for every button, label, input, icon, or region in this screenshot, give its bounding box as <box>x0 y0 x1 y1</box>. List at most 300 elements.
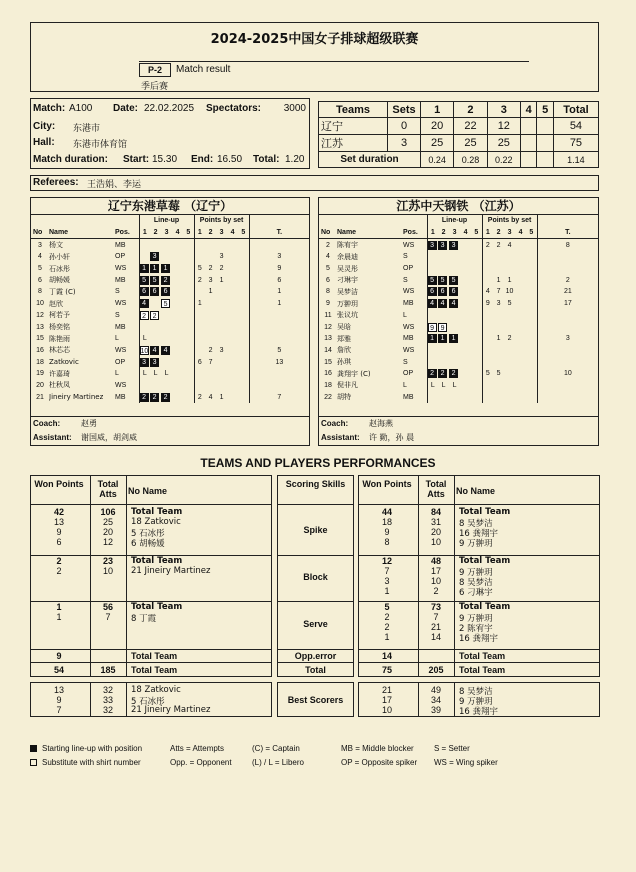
player-name: 杜秋凤 <box>49 381 70 390</box>
lineup-start-marker: 4 <box>428 299 437 308</box>
player-name: 9 万翀玥 <box>459 539 493 549</box>
player-name: Total Team <box>459 507 511 517</box>
legend-atts: Atts = Attempts <box>170 744 225 753</box>
team-b-set3: 25 <box>487 135 520 152</box>
points-cell: 1 <box>194 298 205 310</box>
col-total: T. <box>537 227 598 239</box>
total-atts: 84 <box>430 507 441 517</box>
sets-col-3: 3 <box>487 102 520 118</box>
right-name-header: No Name <box>456 486 496 496</box>
points-cell: 3 <box>219 253 224 261</box>
player-no: 16 <box>36 346 44 354</box>
lineup-start-marker: 1 <box>150 264 159 273</box>
legend-setter: S = Setter <box>434 744 470 753</box>
player-pos: WS <box>403 346 415 354</box>
left-atts-header: Total Atts <box>97 479 119 499</box>
player-total: 21 <box>537 286 598 298</box>
team-b-short: 江苏 <box>319 135 388 152</box>
points-cell: 6 <box>194 356 205 368</box>
player-no: 6 <box>326 276 330 284</box>
won-points: 42 <box>53 507 64 517</box>
player-name: 8 丁霞 <box>131 614 157 624</box>
points-set-col: 1 <box>194 227 205 239</box>
won-points: 8 <box>384 537 390 547</box>
sets-col-sets: Sets <box>388 102 421 118</box>
left-opp-error-name: Total Team <box>131 651 178 661</box>
points-cell: 2 <box>507 335 512 343</box>
player-no: 5 <box>326 265 330 273</box>
total-atts: 56 <box>102 602 113 612</box>
col-no: No <box>33 229 43 237</box>
lineup-start-marker: 4 <box>438 299 447 308</box>
best-mid-box <box>277 682 354 717</box>
player-name: Total Team <box>459 602 511 612</box>
lineup-libero-marker: L <box>441 381 446 389</box>
player-no: 11 <box>324 311 332 319</box>
player-no: 3 <box>38 241 42 249</box>
team-a-assistant: 谢国威，胡剑威 <box>81 433 137 442</box>
legend-mb: MB = Middle blocker <box>341 744 414 753</box>
player-pos: MB <box>403 300 414 308</box>
won-points: 1 <box>56 612 62 622</box>
lineup-set-col: 4 <box>463 229 468 237</box>
skill-opp-error: Opp.error <box>294 651 337 661</box>
player-no: 5 <box>38 265 42 273</box>
team-a-set3: 12 <box>487 118 520 135</box>
team-b-set2: 25 <box>454 135 487 152</box>
player-total: 13 <box>249 356 309 368</box>
best-won-points: 21 <box>381 685 392 695</box>
player-name: Jineiry Martinez <box>49 393 104 402</box>
points-cell: 5 <box>194 263 205 275</box>
player-name: 孙琪 <box>337 358 351 367</box>
team-a-name: 辽宁东港草莓 （辽宁） <box>31 198 309 215</box>
lineup-start-marker: 3 <box>140 358 149 367</box>
sets-col-total: Total <box>553 102 598 118</box>
total-duration-value: 1.20 <box>285 154 305 165</box>
won-points: 2 <box>56 566 62 576</box>
player-pos: MB <box>115 241 126 249</box>
lineup-start-marker: 4 <box>449 299 458 308</box>
form-code: P-2 <box>139 63 171 77</box>
points-set-col: 2 <box>208 229 213 237</box>
player-pos: MB <box>115 393 126 401</box>
lineup-set-col: 1 <box>139 227 150 239</box>
total-atts: 14 <box>430 632 441 642</box>
total-atts: 12 <box>102 537 113 547</box>
hall-value: 东港市体育馆 <box>73 140 128 150</box>
player-name: 16 龚翔宇 <box>459 634 499 644</box>
form-name: Match result <box>176 64 231 75</box>
total-atts: 23 <box>102 556 113 566</box>
player-name: 9 万翀玥 <box>459 568 493 578</box>
player-no: 4 <box>326 253 330 261</box>
points-cell: 2 <box>219 265 224 273</box>
total-atts: 10 <box>430 576 441 586</box>
won-points: 6 <box>56 537 62 547</box>
player-no: 2 <box>326 241 330 249</box>
best-total-atts: 34 <box>430 695 441 705</box>
total-atts: 25 <box>102 517 113 527</box>
points-cell: 2 <box>482 239 493 251</box>
player-name: 陈宥宇 <box>337 241 358 250</box>
set2-duration: 0.28 <box>454 152 487 168</box>
won-points: 3 <box>384 576 390 586</box>
start-value: 15.30 <box>152 154 178 165</box>
player-no: 13 <box>324 335 332 343</box>
player-name: 21 Jineiry Martinez <box>131 566 211 576</box>
player-name: 8 吴梦洁 <box>459 519 493 529</box>
lineup-sub-marker: 9 <box>428 323 437 332</box>
won-points: 1 <box>384 586 390 596</box>
lineup-header: Line-up <box>427 215 482 227</box>
lineup-start-marker: 3 <box>438 241 447 250</box>
lineup-start-marker: 1 <box>140 264 149 273</box>
player-total: 10 <box>537 368 598 380</box>
lineup-libero-marker: L <box>452 381 457 389</box>
player-no: 19 <box>36 370 44 378</box>
best-player-name: 8 吴梦洁 <box>459 687 493 697</box>
col-name: Name <box>49 229 69 237</box>
player-name: 吴晗 <box>337 323 351 332</box>
col-name: Name <box>337 229 357 237</box>
lineup-start-marker: 5 <box>150 276 159 285</box>
player-name: 杨文 <box>49 241 63 250</box>
best-player-name: 21 Jineiry Martinez <box>131 705 211 715</box>
sets-col-4: 4 <box>520 102 536 118</box>
total-atts: 10 <box>102 566 113 576</box>
player-pos: S <box>115 311 120 319</box>
legend-opp: Opp. = Opponent <box>170 758 232 767</box>
player-pos: OP <box>403 370 414 378</box>
lineup-start-marker: 2 <box>428 369 437 378</box>
player-no: 4 <box>38 253 42 261</box>
best-player-name: 16 龚翔宇 <box>459 707 499 717</box>
best-won-points: 17 <box>381 695 392 705</box>
points-cell: 7 <box>208 358 213 366</box>
end-value: 16.50 <box>217 154 243 165</box>
team-a-coach-label: Coach: <box>33 419 61 428</box>
player-total: 7 <box>249 391 309 403</box>
won-points: 13 <box>53 517 64 527</box>
lineup-sub-marker: 5 <box>161 299 170 308</box>
player-name: 孙小轩 <box>49 252 70 261</box>
player-pos: WS <box>115 346 127 354</box>
col-total: T. <box>249 227 309 239</box>
total-atts: 7 <box>433 612 439 622</box>
player-name: 张议坑 <box>337 311 358 320</box>
points-cell: 1 <box>496 276 501 284</box>
player-name: 16 龚翔宇 <box>459 529 499 539</box>
points-cell: 10 <box>505 288 514 296</box>
lineup-start-marker: 1 <box>161 264 170 273</box>
best-won-points: 9 <box>56 695 62 705</box>
player-name: 18 Zatkovic <box>131 517 181 527</box>
lineup-start-marker: 2 <box>161 276 170 285</box>
team-a-sets: 0 <box>388 118 421 135</box>
points-set-col: 3 <box>219 229 224 237</box>
points-header: Points by set <box>482 215 537 227</box>
player-pos: MB <box>403 393 414 401</box>
skill-total: Total <box>305 665 326 675</box>
lineup-start-marker: 2 <box>449 369 458 378</box>
points-cell: 1 <box>507 276 512 284</box>
legend-op: OP = Opposite spiker <box>341 758 418 767</box>
best-total-atts: 49 <box>430 685 441 695</box>
lineup-start-marker: 1 <box>449 334 458 343</box>
referees-label: Referees: <box>33 177 79 188</box>
total-atts: 31 <box>430 517 441 527</box>
date-value: 22.02.2025 <box>144 103 195 114</box>
player-no: 8 <box>38 288 42 296</box>
best-total-atts: 33 <box>102 695 113 705</box>
player-name: 林芯芯 <box>49 346 70 355</box>
team-b-set1: 25 <box>421 135 454 152</box>
skill-serve: Serve <box>303 619 328 629</box>
player-name: 柯若予 <box>49 311 70 320</box>
total-atts: 20 <box>430 527 441 537</box>
duration-total: 1.14 <box>553 152 598 168</box>
player-pos: MB <box>403 335 414 343</box>
spectators-label: Spectators: <box>206 103 262 114</box>
player-name: 吴梦洁 <box>337 287 358 296</box>
player-name: 9 万翀玥 <box>459 614 493 624</box>
team-a-total: 54 <box>553 118 598 135</box>
points-cell: 2 <box>208 346 213 354</box>
team-b-coach-label: Coach: <box>321 419 349 428</box>
player-no: 8 <box>326 288 330 296</box>
player-no: 10 <box>36 300 44 308</box>
points-set-col: 4 <box>230 229 235 237</box>
lineup-start-marker: 2 <box>161 393 170 402</box>
player-no: 15 <box>36 335 44 343</box>
team-b-name: 江苏中天钢铁 （江苏） <box>319 198 598 215</box>
player-name: Zatkovic <box>49 358 79 367</box>
points-cell: 5 <box>507 300 512 308</box>
best-total-atts: 39 <box>430 705 441 715</box>
player-pos: S <box>403 276 408 284</box>
player-pos: L <box>115 335 119 343</box>
lineup-start-marker: 6 <box>161 287 170 296</box>
total-atts: 48 <box>430 556 441 566</box>
player-total: 3 <box>537 333 598 345</box>
lineup-set-col: 2 <box>441 229 446 237</box>
player-name: 万翀玥 <box>337 299 358 308</box>
player-no: 18 <box>36 358 44 366</box>
team-b-total: 75 <box>553 135 598 152</box>
left-total-name: Total Team <box>131 665 178 675</box>
player-pos: OP <box>403 265 414 273</box>
lineup-set-col: 3 <box>452 229 457 237</box>
end-label: End: <box>191 154 214 165</box>
sets-col-2: 2 <box>454 102 487 118</box>
player-name: Total Team <box>131 507 183 517</box>
player-pos: OP <box>115 253 126 261</box>
points-cell: 3 <box>208 276 213 284</box>
total-duration-label: Total: <box>253 154 280 165</box>
lineup-start-marker: 6 <box>428 287 437 296</box>
lineup-libero-marker: L <box>430 381 435 389</box>
player-name: Total Team <box>459 556 511 566</box>
player-total: 2 <box>537 274 598 286</box>
points-cell: 4 <box>208 393 213 401</box>
player-name: 胡畅媛 <box>49 276 70 285</box>
player-name: 石冰彤 <box>49 264 70 273</box>
left-total-won: 54 <box>53 665 64 675</box>
date-label: Date: <box>113 103 139 114</box>
right-opp-error-won: 14 <box>381 651 392 661</box>
player-no: 16 <box>324 370 332 378</box>
points-set-col: 5 <box>529 229 534 237</box>
team-a-assistant-label: Assistant: <box>33 433 72 442</box>
points-cell: 3 <box>496 300 501 308</box>
won-points: 5 <box>384 602 390 612</box>
right-opp-error-name: Total Team <box>459 651 506 661</box>
team-b-coach: 赵海燕 <box>369 419 393 428</box>
player-name: 丁霞 (C) <box>49 287 76 296</box>
points-set-col: 3 <box>507 229 512 237</box>
lineup-start-marker: 5 <box>428 276 437 285</box>
player-name: 8 吴梦洁 <box>459 578 493 588</box>
stage-label: 季后赛 <box>141 82 169 92</box>
player-no: 6 <box>38 276 42 284</box>
player-pos: S <box>115 288 120 296</box>
player-total: 6 <box>249 274 309 286</box>
left-won-header: Won Points <box>34 479 84 489</box>
points-cell: 2 <box>194 391 205 403</box>
player-pos: MB <box>115 276 126 284</box>
legend <box>30 744 600 774</box>
sets-col-5: 5 <box>537 102 553 118</box>
player-pos: WS <box>403 288 415 296</box>
legend-libero: (L) / L = Libero <box>252 758 304 767</box>
right-won-header: Won Points <box>362 479 412 489</box>
lineup-set-col: 3 <box>164 229 169 237</box>
won-points: 1 <box>56 602 62 612</box>
total-atts: 73 <box>430 602 441 612</box>
player-total: 1 <box>249 298 309 310</box>
best-won-points: 13 <box>53 685 64 695</box>
lineup-header: Line-up <box>139 215 194 227</box>
lineup-set-col: 2 <box>153 229 158 237</box>
lineup-start-marker: 3 <box>150 252 159 261</box>
player-name: Total Team <box>131 602 183 612</box>
set1-duration: 0.24 <box>421 152 454 168</box>
team-a-coach: 赵勇 <box>81 419 97 428</box>
set-duration-label: Set duration <box>319 152 421 168</box>
total-atts: 21 <box>430 622 441 632</box>
total-atts: 7 <box>105 612 111 622</box>
player-no: 20 <box>36 381 44 389</box>
right-total-name: Total Team <box>459 665 506 675</box>
player-name: Total Team <box>131 556 183 566</box>
lineup-start-marker: 1 <box>438 334 447 343</box>
match-value: A100 <box>69 103 93 114</box>
player-pos: L <box>403 381 407 389</box>
player-pos: OP <box>115 358 126 366</box>
best-left-box <box>30 682 272 717</box>
lineup-sub-marker: 10 <box>140 347 149 355</box>
player-name: 吴灵彤 <box>337 264 358 273</box>
player-name: 郑雅 <box>337 334 351 343</box>
player-name: 5 石冰彤 <box>131 529 165 539</box>
lineup-start-marker: 2 <box>150 393 159 402</box>
sets-col-teams: Teams <box>319 102 388 118</box>
player-no: 14 <box>324 346 332 354</box>
player-pos: S <box>403 358 408 366</box>
player-name: 陈艳雨 <box>49 334 70 343</box>
player-no: 21 <box>36 393 44 401</box>
points-cell: 1 <box>219 276 224 284</box>
lineup-start-marker: 6 <box>438 287 447 296</box>
player-pos: WS <box>403 241 415 249</box>
substitute-marker <box>30 759 37 766</box>
points-cell: 7 <box>496 288 501 296</box>
team-b-assistant-label: Assistant: <box>321 433 360 442</box>
legend-captain: (C) = Captain <box>252 744 300 753</box>
won-points: 44 <box>381 507 392 517</box>
player-pos: WS <box>115 265 127 273</box>
won-points: 2 <box>384 622 390 632</box>
player-name: 2 陈宥宇 <box>459 624 493 634</box>
right-total-atts: 205 <box>428 665 444 675</box>
lineup-set-col: 4 <box>175 229 180 237</box>
points-cell: 1 <box>496 335 501 343</box>
right-total-won: 75 <box>381 665 392 675</box>
won-points: 1 <box>384 632 390 642</box>
lineup-start-marker: 3 <box>150 358 159 367</box>
points-cell: 3 <box>219 346 224 354</box>
total-atts: 2 <box>433 586 439 596</box>
total-atts: 10 <box>430 537 441 547</box>
player-name: 杨奕铭 <box>49 323 70 332</box>
skill-best-scorers: Best Scorers <box>287 695 344 705</box>
lineup-start-marker: 5 <box>140 276 149 285</box>
best-total-atts: 32 <box>102 705 113 715</box>
player-total: 5 <box>249 345 309 357</box>
won-points: 18 <box>381 517 392 527</box>
player-pos: L <box>115 370 119 378</box>
player-no: 13 <box>36 323 44 331</box>
won-points: 9 <box>56 527 62 537</box>
lineup-start-marker: 4 <box>150 346 159 355</box>
points-set-col: 1 <box>482 227 493 239</box>
team-b-assistant: 许 勤，孙 晨 <box>369 433 415 442</box>
lineup-start-marker: 3 <box>428 241 437 250</box>
player-no: 9 <box>326 300 330 308</box>
points-cell: 2 <box>208 265 213 273</box>
points-set-col: 2 <box>496 229 501 237</box>
player-pos: MB <box>115 323 126 331</box>
player-name: 胡特 <box>337 393 351 402</box>
points-cell: 1 <box>208 288 213 296</box>
points-cell: 1 <box>219 393 224 401</box>
player-no: 12 <box>36 311 44 319</box>
best-player-name: 9 万翀玥 <box>459 697 493 707</box>
total-atts: 106 <box>100 507 116 517</box>
lineup-start-marker: 2 <box>140 393 149 402</box>
col-pos: Pos. <box>403 229 418 237</box>
player-name: 詹欣 <box>337 346 351 355</box>
best-won-points: 10 <box>381 705 392 715</box>
won-points: 2 <box>56 556 62 566</box>
lineup-sub-marker: 2 <box>150 311 159 320</box>
left-name-header: No Name <box>128 486 168 496</box>
lineup-start-marker: 4 <box>161 346 170 355</box>
best-right-box <box>358 682 600 717</box>
lineup-libero-marker: L <box>153 370 158 378</box>
city-value: 东港市 <box>73 124 101 134</box>
